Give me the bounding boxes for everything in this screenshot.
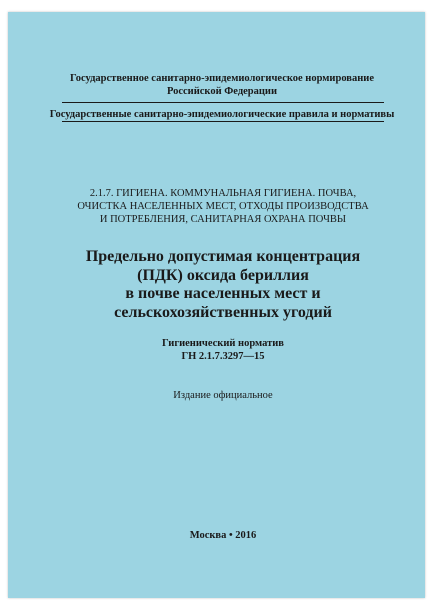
series-heading [42, 108, 402, 121]
organization-line: Российской Федерации [166, 86, 278, 97]
section-line: ОЧИСТКА НАСЕЛЕННЫХ МЕСТ, ОТХОДЫ ПРОИЗВОДСТВА [77, 201, 369, 213]
title-line: Предельно допустимая концентрация [85, 248, 361, 265]
imprint-text: Москва • 2016 [189, 530, 257, 541]
title-line: в почве населенных мест и [125, 285, 321, 302]
section-line: 2.1.7. ГИГИЕНА. КОММУНАЛЬНАЯ ГИГИЕНА. ПОЧВА, [89, 188, 357, 199]
divider-rule [62, 102, 384, 103]
title-line: (ПДК) оксида бериллия [137, 266, 309, 284]
norm-designation [48, 337, 398, 363]
imprint [48, 529, 398, 542]
edition-text: Издание официальное [173, 390, 273, 401]
organization-line: Государственное санитарно-эпидемиологическое нормирование [69, 73, 374, 84]
document-cover [8, 12, 425, 598]
norm-type: Гигиенический норматив [162, 338, 284, 349]
norm-code: ГН 2.1.7.3297—15 [181, 351, 265, 362]
document-title [38, 248, 408, 322]
organization-heading [42, 72, 402, 98]
section-heading [48, 187, 398, 227]
title-line: сельскохозяйственных угодий [114, 303, 332, 321]
series-line: Государственные санитарно-эпидемиологические правила и нормативы [49, 109, 395, 120]
series-underline [62, 121, 384, 122]
edition-label [48, 389, 398, 402]
section-line: И ПОТРЕБЛЕНИЯ, САНИТАРНАЯ ОХРАНА ПОЧВЫ [99, 214, 347, 226]
